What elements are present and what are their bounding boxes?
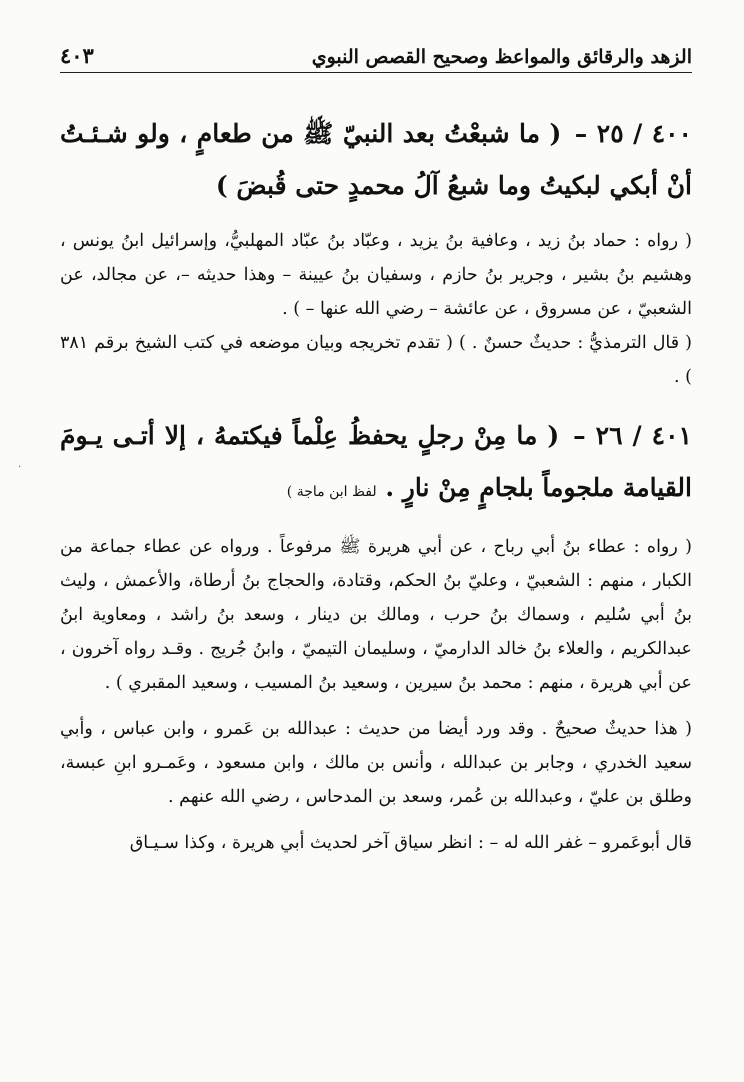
takhrij-400 xyxy=(60,224,692,394)
takhrij-paragraph: ( رواه : عطاء بنُ أبي رباح ، عن أبي هريرة ﷺ مرفوعاً . ورواه عن عطاء جماعة من الكبار ، منهم : الشعبيّ ، وعليّ بنُ الحكم، وقتادة، والحجاج بنُ أرطاة، والأعمش ، وليث بنُ أبي سُليم ، وسماك بنُ حرب ، ومالك بن دينار ، وسعد بنُ راشد ، ومعاوية ابنُ عبدالكريم ، والعلاء بنُ خالد الدارميّ ، وسليمان التيميّ ، وابنُ جُريج . وقـد رواه آخرون ، عن أبي هريرة ، منهم : محمد بنُ سيرين ، وسعيد بنُ المسيب ، وسعيد المقبري ) . xyxy=(60,537,692,693)
takhrij-paragraph: قال أبوعَمرو – غفر الله له – : انظر سياق آخر لحديث أبي هريرة ، وكذا سـيـاق xyxy=(129,833,692,853)
hadith-wording-note: لفظ ابن ماجة ) xyxy=(286,484,377,500)
hadith-number: ٤٠١ / ٢٦ – xyxy=(573,421,692,450)
takhrij-paragraph: ( هذا حديثٌ صحيحٌ . وقد ورد أيضا من حديث : عبدالله بن عَمرو ، وابن عباس ، وأبي سعيد الخدري ، وجابر بن عبدالله ، وأنس بن مالك ، وابن مسعود ، وعَمـرو ابنِ عبسة، وطلق بن عليّ ، وعبدالله بن عُمر، وسعد بن المدحاس ، رضي الله عنهم . xyxy=(60,719,692,807)
hadith-number: ٤٠٠ / ٢٥ – xyxy=(574,119,692,148)
scan-mark: · xyxy=(18,462,22,473)
hadith-400 xyxy=(60,108,692,212)
takhrij-401 xyxy=(60,530,692,860)
takhrij-paragraph: ( رواه : حماد بنُ زيد ، وعافية بنُ يزيد ، وعبّاد بنُ عبّاد المهلبيُّ، وإسرائيل ابنُ يونس ، وهشيم بنُ بشير ، وجرير بنُ حازم ، وسفيان بنُ عيينة – وهذا حديثه –، عن مجالد، عن الشعبيّ ، عن مسروق ، عن عائشة – رضي الله عنها – ) . xyxy=(60,231,692,319)
running-title: الزهد والرقائق والمواعظ وصحيح القصص النبوي xyxy=(311,46,692,68)
hadith-text: ( ما شبعْتُ بعد النبيّ ﷺ من طعامٍ ، ولو شـئـتُ أنْ أبكي لبكيتُ وما شبعُ آلُ محمدٍ حتى قُبضَ ) xyxy=(60,119,692,200)
page-header xyxy=(60,32,692,68)
page-body xyxy=(60,108,692,876)
hadith-text: ( ما مِنْ رجلٍ يحفظُ عِلْماً فيكتمهُ ، إلا أتـى يـومَ القيامة ملجوماً بلجامٍ مِنْ نارٍ . xyxy=(60,421,692,502)
hadith-401 xyxy=(60,410,692,518)
page-number: ٤٠٣ xyxy=(60,43,94,68)
takhrij-paragraph: ( قال الترمذيُّ : حديثٌ حسنٌ . ) ( تقدم تخريجه وبيان موضعه في كتب الشيخ برقم ٣٨١ ) . xyxy=(60,333,692,387)
header-rule xyxy=(60,72,692,73)
